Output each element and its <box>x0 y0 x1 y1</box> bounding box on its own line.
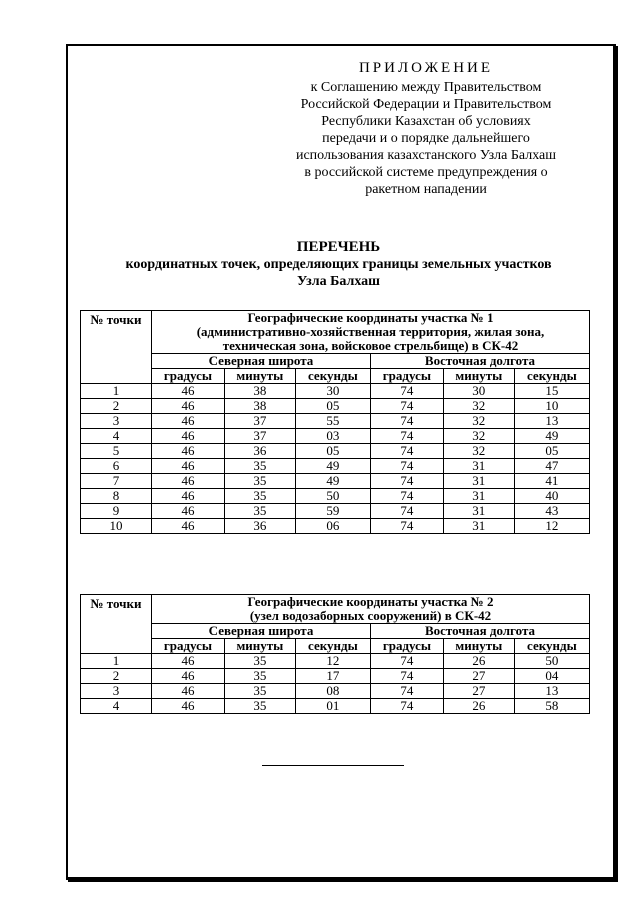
coordinate-cell: 46 <box>152 399 225 414</box>
point-number-cell: 4 <box>81 699 152 714</box>
table-row <box>81 489 590 504</box>
coordinate-cell: 35 <box>224 654 295 669</box>
list-subtitle: Узла Балхаш <box>297 274 380 289</box>
coordinate-cell: 40 <box>514 489 589 504</box>
header-site-title <box>152 595 590 624</box>
coordinate-cell: 05 <box>295 399 370 414</box>
coordinate-cell: 46 <box>152 444 225 459</box>
header-north-latitude: Северная широта <box>152 354 371 369</box>
header-unit: минуты <box>224 369 295 384</box>
coordinate-cell: 43 <box>514 504 589 519</box>
coordinate-cell: 03 <box>295 429 370 444</box>
point-number-cell: 3 <box>81 684 152 699</box>
coordinate-cell: 74 <box>370 519 443 534</box>
point-number-cell: 5 <box>81 444 152 459</box>
point-number-cell: 9 <box>81 504 152 519</box>
header-unit: минуты <box>443 369 514 384</box>
header-unit: секунды <box>514 639 589 654</box>
coordinate-cell: 74 <box>370 399 443 414</box>
point-number-cell: 6 <box>81 459 152 474</box>
coordinate-cell: 36 <box>224 444 295 459</box>
coordinate-cell: 27 <box>443 669 514 684</box>
coordinate-cell: 46 <box>152 429 225 444</box>
coordinate-cell: 46 <box>152 459 225 474</box>
coordinate-cell: 47 <box>514 459 589 474</box>
coordinate-cell: 74 <box>370 414 443 429</box>
coordinate-cell: 46 <box>152 504 225 519</box>
coordinate-cell: 38 <box>224 399 295 414</box>
coordinate-cell: 74 <box>370 699 443 714</box>
header-unit: минуты <box>443 639 514 654</box>
coordinate-cell: 46 <box>152 654 225 669</box>
table-body <box>81 654 590 714</box>
header-unit: градусы <box>152 369 225 384</box>
closing-rule <box>262 765 404 766</box>
coordinate-cell: 74 <box>370 384 443 399</box>
point-number-cell: 4 <box>81 429 152 444</box>
coordinate-cell: 37 <box>224 414 295 429</box>
header-east-longitude: Восточная долгота <box>370 354 589 369</box>
coordinate-cell: 46 <box>152 519 225 534</box>
coordinate-cell: 74 <box>370 684 443 699</box>
table-row <box>81 444 590 459</box>
table-row <box>81 459 590 474</box>
table-row <box>81 474 590 489</box>
list-title: ПЕРЕЧЕНЬ <box>296 239 381 255</box>
coordinate-cell: 50 <box>295 489 370 504</box>
header-unit: секунды <box>514 369 589 384</box>
coordinate-cell: 01 <box>295 699 370 714</box>
coordinate-cell: 35 <box>224 489 295 504</box>
coordinate-cell: 35 <box>224 669 295 684</box>
appendix-line: передачи и о порядке дальнейшего <box>322 131 530 146</box>
coordinate-cell: 41 <box>514 474 589 489</box>
coordinates-table-2 <box>80 594 590 714</box>
table-row <box>81 669 590 684</box>
coordinate-cell: 32 <box>443 399 514 414</box>
table-row <box>81 429 590 444</box>
header-point: № точки <box>81 595 152 654</box>
coordinate-cell: 49 <box>295 474 370 489</box>
appendix-line: Российской Федерации и Правительством <box>300 97 552 112</box>
coordinate-cell: 32 <box>443 414 514 429</box>
header-site-line: Географические координаты участка № 2 <box>247 594 494 609</box>
table-body <box>81 384 590 534</box>
header-site-line: Географические координаты участка № 1 <box>247 310 494 325</box>
coordinate-cell: 58 <box>514 699 589 714</box>
coordinate-cell: 38 <box>224 384 295 399</box>
header-unit: секунды <box>295 369 370 384</box>
coordinate-cell: 74 <box>370 444 443 459</box>
coordinate-cell: 05 <box>295 444 370 459</box>
coordinate-cell: 31 <box>443 489 514 504</box>
coordinate-cell: 32 <box>443 444 514 459</box>
header-unit: секунды <box>295 639 370 654</box>
table-row <box>81 699 590 714</box>
coordinate-cell: 12 <box>295 654 370 669</box>
point-number-cell: 1 <box>81 654 152 669</box>
table-row <box>81 519 590 534</box>
coordinate-cell: 13 <box>514 414 589 429</box>
coordinate-cell: 35 <box>224 699 295 714</box>
appendix-line: ракетном нападении <box>365 182 487 197</box>
coordinate-cell: 31 <box>443 474 514 489</box>
coordinate-cell: 49 <box>514 429 589 444</box>
table-row <box>81 654 590 669</box>
coordinate-cell: 31 <box>443 504 514 519</box>
list-subtitle: координатных точек, определяющих границы земельных участков <box>125 257 552 272</box>
coordinate-cell: 46 <box>152 684 225 699</box>
coordinate-cell: 26 <box>443 654 514 669</box>
coordinate-cell: 36 <box>224 519 295 534</box>
coordinate-cell: 74 <box>370 504 443 519</box>
coordinate-cell: 35 <box>224 474 295 489</box>
point-number-cell: 2 <box>81 399 152 414</box>
coordinate-cell: 74 <box>370 669 443 684</box>
point-number-cell: 1 <box>81 384 152 399</box>
header-east-longitude: Восточная долгота <box>370 624 589 639</box>
header-site-title <box>152 311 590 354</box>
coordinate-cell: 74 <box>370 459 443 474</box>
table-row <box>81 384 590 399</box>
coordinate-cell: 08 <box>295 684 370 699</box>
appendix-line: в российской системе предупреждения о <box>304 165 548 180</box>
header-unit: градусы <box>370 369 443 384</box>
coordinate-cell: 46 <box>152 384 225 399</box>
appendix-block <box>276 60 576 198</box>
coordinate-cell: 46 <box>152 414 225 429</box>
coordinate-cell: 04 <box>514 669 589 684</box>
coordinate-cell: 74 <box>370 429 443 444</box>
coordinate-cell: 05 <box>514 444 589 459</box>
header-unit: градусы <box>152 639 225 654</box>
table-row <box>81 504 590 519</box>
coordinate-cell: 26 <box>443 699 514 714</box>
header-unit: минуты <box>224 639 295 654</box>
appendix-line: использования казахстанского Узла Балхаш <box>295 148 557 163</box>
appendix-title: ПРИЛОЖЕНИЕ <box>358 60 494 76</box>
coordinate-cell: 31 <box>443 519 514 534</box>
coordinate-cell: 30 <box>443 384 514 399</box>
coordinate-cell: 27 <box>443 684 514 699</box>
coordinate-cell: 46 <box>152 699 225 714</box>
coordinate-cell: 32 <box>443 429 514 444</box>
table-row <box>81 399 590 414</box>
header-site-line: (узел водозаборных сооружений) в СК-42 <box>249 608 492 623</box>
header-north-latitude: Северная широта <box>152 624 371 639</box>
list-heading <box>66 238 611 290</box>
coordinate-cell: 46 <box>152 489 225 504</box>
point-number-cell: 3 <box>81 414 152 429</box>
coordinate-cell: 15 <box>514 384 589 399</box>
coordinates-table-1 <box>80 310 590 534</box>
point-number-cell: 10 <box>81 519 152 534</box>
header-site-line: техническая зона, войсковое стрельбище) в СК-42 <box>222 338 519 353</box>
point-number-cell: 8 <box>81 489 152 504</box>
header-site-line: (административно-хозяйственная территория, жилая зона, <box>196 324 545 339</box>
coordinate-cell: 46 <box>152 669 225 684</box>
point-number-cell: 7 <box>81 474 152 489</box>
coordinate-cell: 49 <box>295 459 370 474</box>
coordinate-cell: 17 <box>295 669 370 684</box>
point-number-cell: 2 <box>81 669 152 684</box>
coordinate-cell: 13 <box>514 684 589 699</box>
coordinate-cell: 06 <box>295 519 370 534</box>
coordinate-cell: 35 <box>224 459 295 474</box>
coordinate-cell: 55 <box>295 414 370 429</box>
coordinate-cell: 30 <box>295 384 370 399</box>
coordinate-cell: 74 <box>370 654 443 669</box>
coordinate-cell: 10 <box>514 399 589 414</box>
table-row <box>81 414 590 429</box>
coordinate-cell: 35 <box>224 684 295 699</box>
appendix-line: Республики Казахстан об условиях <box>321 114 531 129</box>
appendix-line: к Соглашению между Правительством <box>310 80 542 95</box>
coordinate-cell: 74 <box>370 489 443 504</box>
coordinate-cell: 50 <box>514 654 589 669</box>
coordinate-cell: 37 <box>224 429 295 444</box>
coordinate-cell: 59 <box>295 504 370 519</box>
coordinate-cell: 46 <box>152 474 225 489</box>
coordinate-cell: 31 <box>443 459 514 474</box>
coordinate-cell: 12 <box>514 519 589 534</box>
header-point: № точки <box>81 311 152 384</box>
header-unit: градусы <box>370 639 443 654</box>
coordinate-cell: 74 <box>370 474 443 489</box>
table-row <box>81 684 590 699</box>
coordinate-cell: 35 <box>224 504 295 519</box>
